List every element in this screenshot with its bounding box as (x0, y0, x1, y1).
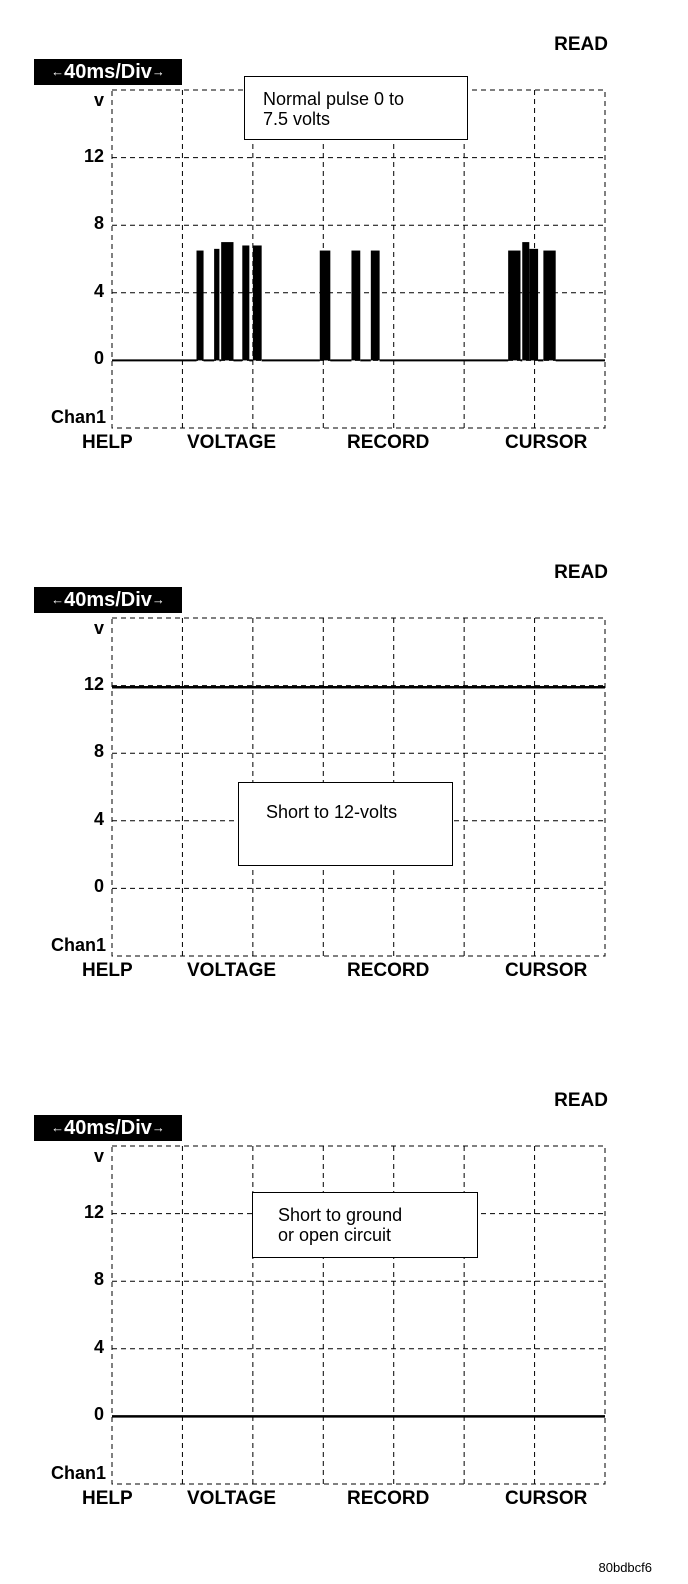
softkey-help[interactable]: HELP (82, 960, 133, 981)
softkey-cursor[interactable]: CURSOR (505, 432, 588, 453)
y-tick-label: 0 (93, 1404, 104, 1425)
y-tick-label: 8 (93, 213, 104, 234)
callout-text: Short to ground or open circuit (278, 1205, 403, 1245)
softkey-record[interactable]: RECORD (347, 960, 430, 981)
pulse-bar (253, 245, 262, 360)
pulse-bar (197, 251, 204, 361)
softkey-cursor[interactable]: CURSOR (505, 1488, 588, 1509)
softkey-voltage[interactable]: VOLTAGE (187, 1488, 277, 1509)
read-label: READ (554, 34, 608, 55)
softkey-cursor[interactable]: CURSOR (505, 960, 588, 981)
callout-text: Short to 12-volts (266, 802, 398, 822)
channel-label: Chan1 (50, 1463, 106, 1483)
y-tick-label: 8 (93, 741, 104, 762)
y-unit-label: v (93, 618, 104, 638)
softkey-voltage[interactable]: VOLTAGE (187, 432, 277, 453)
y-tick-label: 12 (83, 1201, 104, 1222)
callout-box (244, 76, 468, 140)
y-tick-label: 4 (93, 808, 104, 829)
callout-text: Normal pulse 0 to 7.5 volts (263, 89, 405, 129)
read-label: READ (554, 562, 608, 583)
pulse-bar (508, 251, 520, 361)
right-arrow-icon: → (151, 592, 165, 607)
pulse-bar (242, 245, 249, 360)
y-tick-label: 0 (93, 876, 104, 897)
y-tick-label: 12 (83, 673, 104, 694)
figure-id: 80bdbcf6 (598, 1560, 652, 1575)
y-tick-label: 4 (93, 1336, 104, 1357)
callout-box (252, 1192, 478, 1258)
pulse-bar (351, 251, 360, 361)
timebase-label: 40ms/Div (64, 61, 152, 83)
softkey-help[interactable]: HELP (82, 432, 133, 453)
pulse-bar (543, 251, 555, 361)
channel-label: Chan1 (50, 407, 106, 427)
left-arrow-icon: ← (51, 592, 65, 607)
channel-label: Chan1 (50, 935, 106, 955)
pulse-bar (221, 242, 233, 360)
pulse-bar (371, 251, 380, 361)
softkey-help[interactable]: HELP (82, 1488, 133, 1509)
scope-panel-short-12v (0, 558, 688, 1028)
y-unit-label: v (93, 90, 104, 110)
softkey-record[interactable]: RECORD (347, 432, 430, 453)
pulse-bar (529, 249, 538, 361)
y-tick-label: 8 (93, 1269, 104, 1290)
pulse-bar (214, 249, 219, 361)
scope-panel-short-ground (0, 1086, 688, 1556)
softkey-record[interactable]: RECORD (347, 1488, 430, 1509)
pulse-bar (320, 251, 331, 361)
scope-panel-normal (0, 30, 688, 500)
callout-box (238, 782, 453, 866)
y-tick-label: 12 (83, 145, 104, 166)
y-unit-label: v (93, 1146, 104, 1166)
right-arrow-icon: → (151, 1120, 165, 1135)
y-tick-label: 4 (93, 280, 104, 301)
pulse-bar (522, 242, 529, 360)
right-arrow-icon: → (151, 64, 165, 79)
softkey-voltage[interactable]: VOLTAGE (187, 960, 277, 981)
read-label: READ (554, 1090, 608, 1111)
left-arrow-icon: ← (51, 1120, 65, 1135)
y-tick-label: 0 (93, 348, 104, 369)
timebase-label: 40ms/Div (64, 589, 152, 611)
timebase-label: 40ms/Div (64, 1117, 152, 1139)
left-arrow-icon: ← (51, 64, 65, 79)
